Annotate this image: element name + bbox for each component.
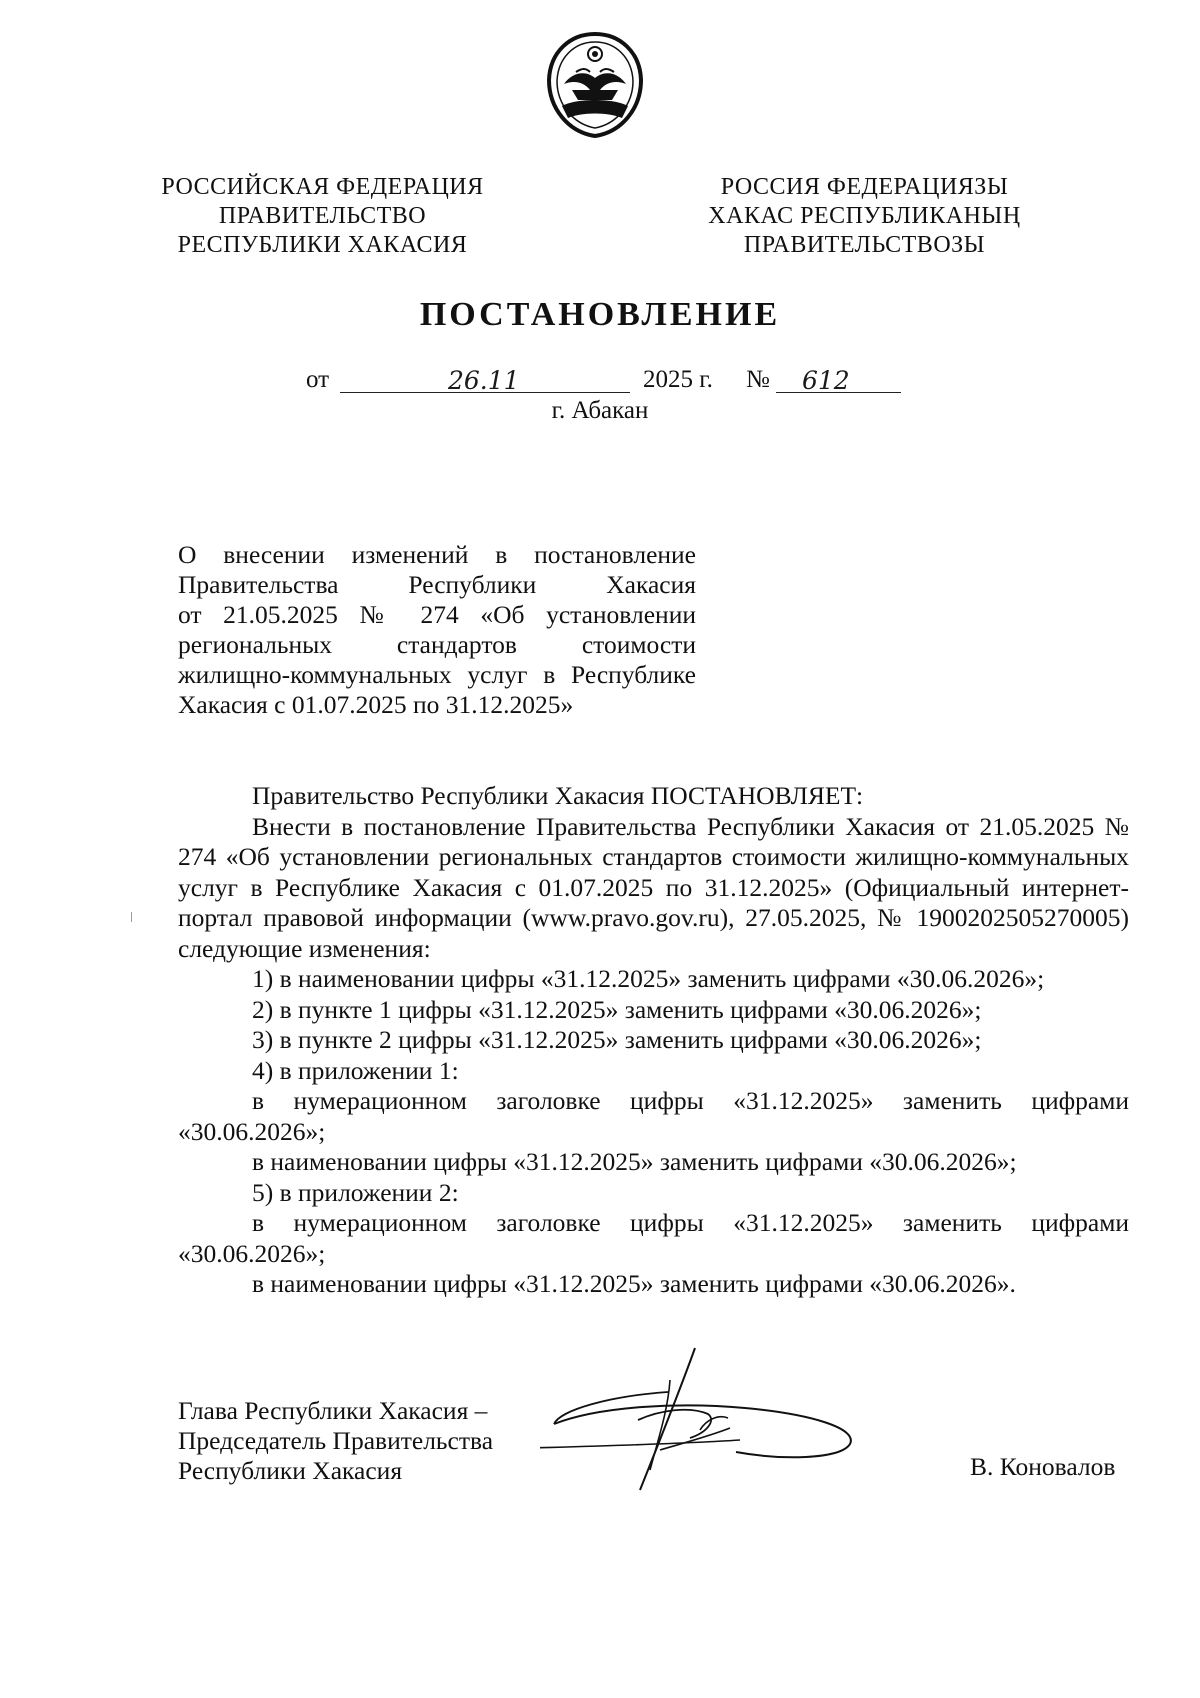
subject-line: от 21.05.2025 № 274 «Об установлении [178,600,696,629]
position-line: Глава Республики Хакасия – [178,1396,488,1425]
list-subitem: в наименовании цифры «31.12.2025» заменить цифрами «30.06.2026». [252,1269,1016,1298]
position-line: Республики Хакасия [178,1456,403,1485]
list-subitem: в нумерационном заголовке цифры «31.12.2025» заменить цифрами «30.06.2026»; [178,1086,1129,1146]
handwritten-date: 26.11 [448,366,520,395]
header-right-line: РОССИЯ ФЕДЕРАЦИЯЗЫ [720,174,1009,200]
header-left-line: РОССИЙСКАЯ ФЕДЕРАЦИЯ [161,174,484,200]
preamble-paragraph: Правительство Республики Хакасия ПОСТАНОВЛЯЕТ: [252,781,864,810]
list-item: 5) в приложении 2: [252,1177,459,1207]
list-item: 2) в пункте 1 цифры «31.12.2025» заменить цифрами «30.06.2026»; [252,994,982,1024]
city-label: г. Абакан [551,397,649,424]
signer-name: В. Коновалов [970,1452,1116,1481]
coat-of-arms-emblem [542,28,648,140]
header-left-block [150,173,495,260]
document-body [178,781,1129,1300]
list-subitem: в наименовании цифры «31.12.2025» заменить цифрами «30.06.2026»; [252,1147,1017,1176]
number-sign: № [746,366,770,393]
date-number-line [0,362,1200,402]
handwritten-signature [540,1340,940,1500]
list-subitem: в нумерационном заголовке цифры «31.12.2025» заменить цифрами «30.06.2026»; [178,1208,1129,1268]
main-paragraph: Внести в постановление Правительства Республики Хакасия от 21.05.2025 № 274 «Об установлении региональных стандартов стоимости жилищно-коммунальных услуг в Республике Хакасия с 01.07.2025 по 31.12.2025» (Официальный интернет-портал правовой информации (www.pravo.gov.ru), 27.05.2025, № 1900202505270005) следующие изменения: [178,811,1129,963]
margin-mark [131,912,132,922]
position-line: Председатель Правительства [178,1426,494,1455]
list-item: 4) в приложении 1: [252,1055,459,1085]
subject-line: Правительства Республики Хакасия [178,570,696,599]
year-label: 2025 г. [643,366,713,393]
header-right-block [692,173,1037,260]
list-item: 1) в наименовании цифры «31.12.2025» заменить цифрами «30.06.2026»; [252,964,1045,993]
header-left-line: ПРАВИТЕЛЬСТВО [218,203,427,229]
header-left-line: РЕСПУБЛИКИ ХАКАСИЯ [177,232,468,258]
subject-line: Хакасия с 01.07.2025 по 31.12.2025» [178,690,574,719]
list-item: 3) в пункте 2 цифры «31.12.2025» заменить цифрами «30.06.2026»; [252,1025,982,1054]
subject-line: О внесении изменений в постановление [178,540,696,569]
subject-block [178,540,696,720]
signatory-position [178,1396,493,1486]
subject-line: жилищно-коммунальных услуг в Республике [178,660,696,689]
header-right-line: ПРАВИТЕЛЬСТВОЗЫ [743,232,986,258]
handwritten-number: 612 [802,366,850,395]
document-title: ПОСТАНОВЛЕНИЕ [419,296,781,333]
header-right-line: ХАКАС РЕСПУБЛИКАНЫҢ [708,203,1021,229]
date-prefix: от [306,366,330,393]
subject-line: региональных стандартов стоимости [178,630,696,659]
